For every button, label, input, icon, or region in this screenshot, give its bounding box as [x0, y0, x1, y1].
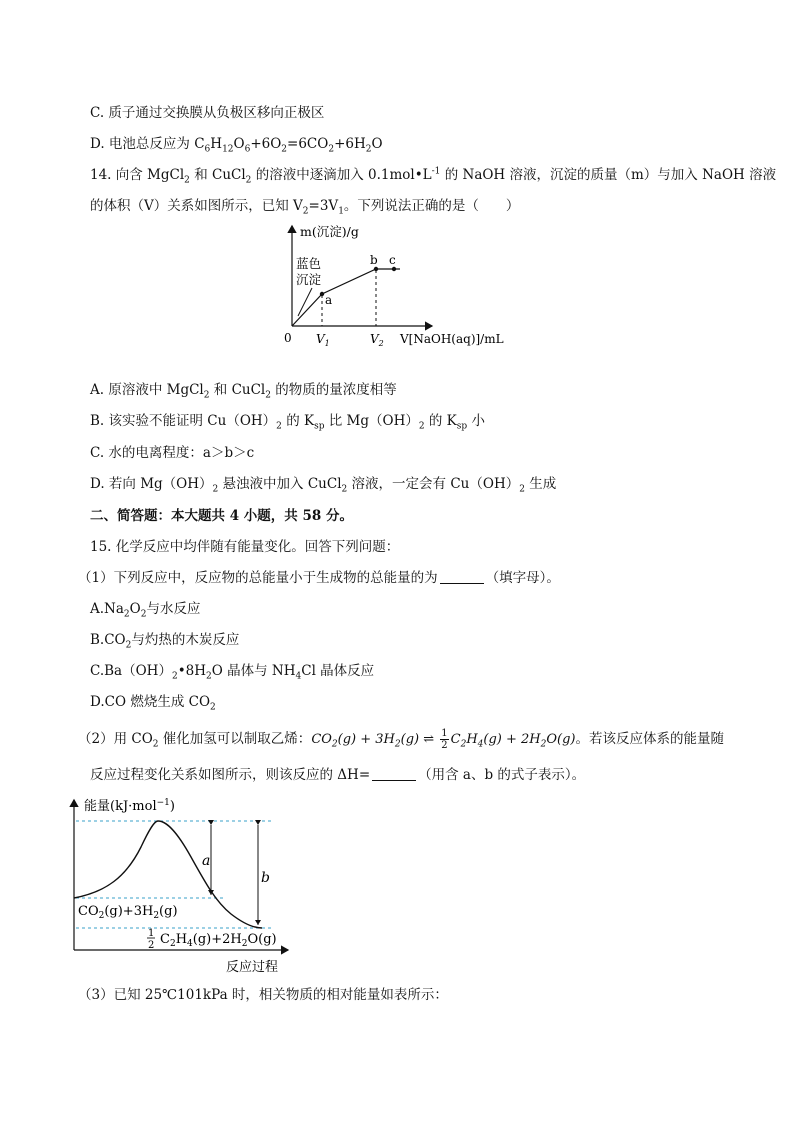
q15-reaction-equation: $CO_2(g) + 3H_2(g)$ ⇌ $\frac{1}{2}$ $C_2H_4(g) + 2H_2O(g)$	[311, 728, 576, 751]
q15-part2-line1: （2）用 $CO_2$ 催化加氢可以制取乙烯：$CO_2(g) + 3H_2(g)$ ⇌ $\frac{1}{2}$ $C_2H_4(g) + 2H_2O(g)$。若该反应体系的能量随	[78, 728, 724, 751]
q15-part1-blank[interactable]	[440, 569, 484, 584]
q14-graph-annotation-line1: 蓝色	[296, 256, 322, 271]
q15-energy-xlabel: 反应过程	[226, 960, 279, 975]
q15-option-d: D.CO 燃烧生成 $CO_2$	[90, 694, 216, 713]
q14-graph-ylabel: m(沉淀)/g	[300, 224, 359, 239]
q14-v2-label: $V_2$	[370, 332, 384, 348]
q14-option-d: D. 若向 $Mg(OH)_2$ 悬浊液中加入 CuCl$_2$ 溶液，一定会有 $Cu(OH)_2$ 生成	[90, 476, 557, 495]
q14-option-b: B. 该实验不能证明 $Cu(OH)_2$ 的 $K_{sp}$ 比 $Mg(OH)_2$ 的 $K_{sp}$ 小	[90, 413, 485, 432]
q14-point-b-label: b	[370, 253, 378, 267]
q15-energy-b-label: b	[261, 870, 270, 886]
q14-stem-line2: 的体积（V）关系如图所示，已知 $V_2=3V_1$。下列说法正确的是（ ）	[90, 198, 520, 217]
q13-option-d: D. 电池总反应为 $C_6H_{12}O_6+6O_2=6CO_2+6H_2O$	[90, 136, 383, 155]
q14-precipitate-graph	[280, 218, 520, 350]
q15-part1: （1）下列反应中，反应物的总能量小于生成物的总能量的为 （填字母）。	[78, 570, 560, 586]
q14-graph-annotation-line2: 沉淀	[296, 272, 322, 287]
q15-part2-blank[interactable]	[372, 766, 416, 781]
q15-stem: 15. 化学反应中均伴随有能量变化。回答下列问题：	[90, 539, 400, 555]
q15-energy-a-label: a	[202, 853, 211, 869]
q15-energy-products: 1 2 $C_2H_4(g)+2H_2O(g)$	[148, 928, 277, 951]
section-2-heading: 二、简答题：本大题共 4 小题，共 58 分。	[90, 508, 353, 524]
q15-option-c: $C.Ba(OH)_2•8H_2O$ 晶体与 $NH_4Cl$ 晶体反应	[90, 663, 375, 682]
q14-point-c-label: c	[389, 253, 396, 267]
q15-part3: （3）已知 25℃101kPa 时，相关物质的相对能量如表所示：	[78, 987, 448, 1003]
q14-point-a-label: a	[325, 293, 333, 307]
q15-energy-diagram	[66, 792, 296, 978]
q15-option-b: $B.CO_2$与灼热的木炭反应	[90, 632, 240, 651]
q15-energy-ylabel: 能量(kJ·mol$^{-1}$)	[84, 798, 175, 814]
q15-option-a: $A.Na_2O_2$与水反应	[90, 601, 201, 620]
q14-option-c: C. 水的电离程度：a＞b＞c	[90, 445, 255, 461]
q13-option-c: C. 质子通过交换膜从负极区移向正极区	[90, 105, 325, 121]
q14-option-a: A. 原溶液中 MgCl$_2$ 和 CuCl$_2$ 的物质的量浓度相等	[90, 382, 397, 401]
q14-v1-label: $V_1$	[316, 332, 330, 348]
q15-energy-reactants: $CO_2(g)+3H_2(g)$	[78, 904, 178, 921]
q14-stem-line1: 14. 向含 MgCl$_2$ 和 CuCl$_2$ 的溶液中逐滴加入 $0.1mol•L^{-1}$ 的 NaOH 溶液，沉淀的质量（m）与加入 NaOH 溶液	[90, 166, 777, 186]
q14-graph-xlabel: V[NaOH(aq)]/mL	[400, 332, 504, 346]
q14-origin-label: 0	[284, 331, 292, 345]
q15-part2-line2: 反应过程变化关系如图所示，则该反应的 ΔH= （用含 a、b 的式子表示）。	[90, 767, 586, 783]
